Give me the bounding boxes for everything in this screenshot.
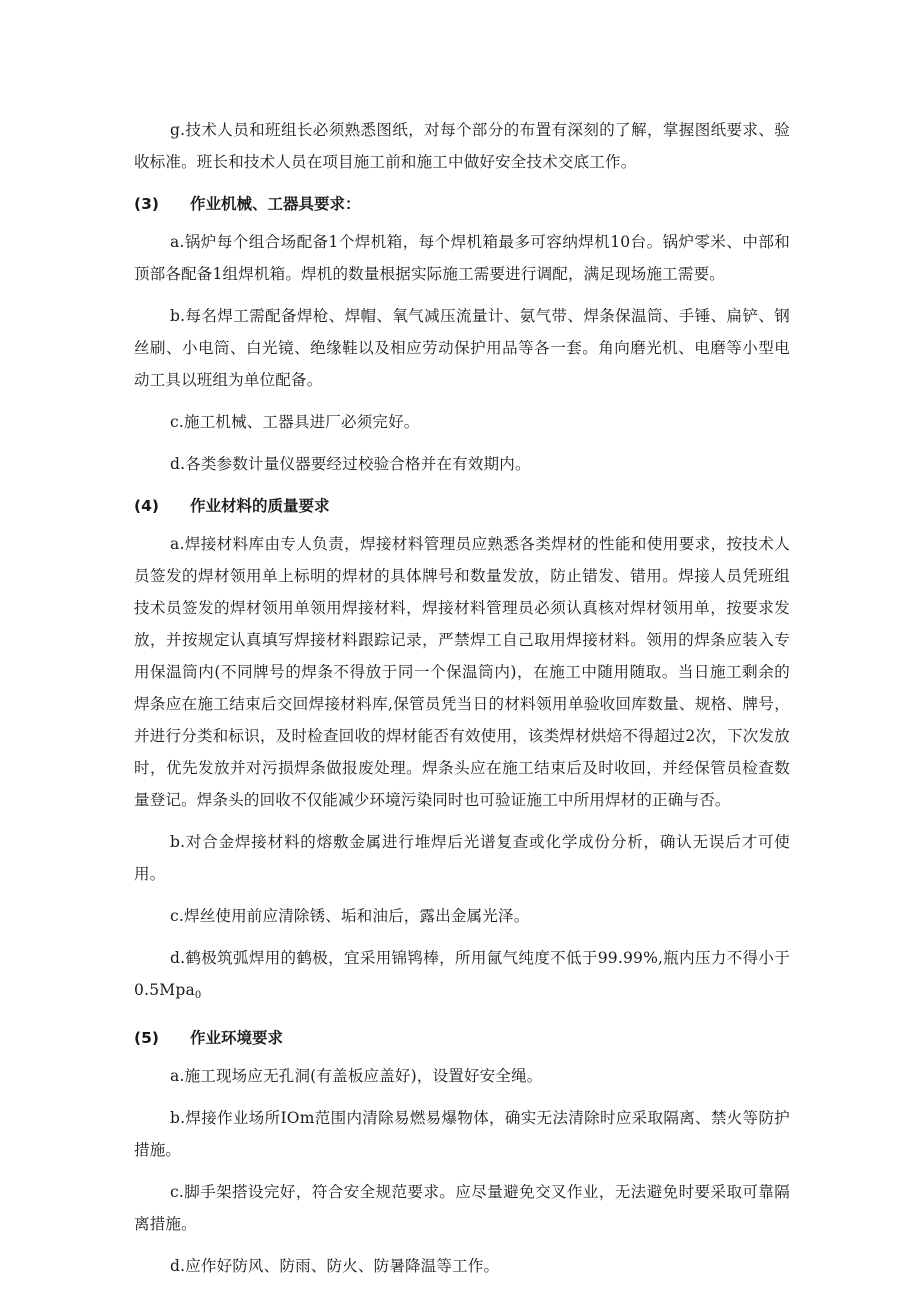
section-title: 作业机械、工器具要求： <box>190 195 361 213</box>
section-title: 作业材料的质量要求 <box>190 497 330 515</box>
section-number: (3) <box>134 195 159 213</box>
paragraph-text: c.焊丝使用前应清除锈、垢和油后，露出金属光泽。 <box>170 907 530 925</box>
paragraph-d-tungsten-argon <box>134 942 790 1012</box>
paragraph-text: b.对合金焊接材料的熔敷金属进行堆焊后光谱复查或化学成份分析，确认无误后才可使用。 <box>134 833 790 883</box>
paragraph-text: d.鹤极筑弧焊用的鹤极，宜采用锦鸨棒，所用氤气纯度不低于99.99%,瓶内压力不得小于0.5Mpa <box>134 949 790 999</box>
paragraph-text: d.各类参数计量仪器要经过校验合格并在有效期内。 <box>170 455 531 473</box>
paragraph-text: a.锅炉每个组合场配备1个焊机箱，每个焊机箱最多可容纳焊机10台。锅炉零米、中部和顶部各配备1组焊机箱。焊机的数量根据实际施工需要进行调配，满足现场施工需要。 <box>134 233 790 283</box>
paragraph-text: d.应作好防风、防雨、防火、防暑降温等工作。 <box>170 1257 500 1275</box>
paragraph-text: b.每名焊工需配备焊枪、焊帽、氧气减压流量计、氨气带、焊条保温筒、手锤、扁铲、钢丝刷、小电筒、白光镜、绝缘鞋以及相应劳动保护用品等各一套。角向磨光机、电磨等小型电动工具以班组为单位配备。 <box>134 307 790 389</box>
paragraph-b-welder-tools <box>134 300 790 396</box>
section-number: (5) <box>134 1029 159 1047</box>
paragraph-c-wire-cleaning <box>134 900 790 932</box>
subscript-text: 0 <box>194 990 202 1001</box>
paragraph-c-scaffolding <box>134 1176 790 1240</box>
paragraph-c-machinery-intact <box>134 406 790 438</box>
paragraph-text: a.焊接材料库由专人负责，焊接材料管理员应熟悉各类焊材的性能和使用要求，按技术人员签发的焊材领用单上标明的焊材的具体牌号和数量发放，防止错发、错用。焊接人员凭班组技术员签发的焊材领用单领用焊接材料，焊接材料管理员必须认真核对焊材领用单，按要求发放，并按规定认真填写焊接材料跟踪记录，严禁焊工自己取用焊接材料。领用的焊条应装入专用保温筒内(不同牌号的焊条不得放于同一个保温筒内)，在施工中随用随取。当日施工剩余的焊条应在施工结束后交回焊接材料库,保管员凭当日的材料领用单验收回库数量、规格、牌号，并进行分类和标识，及时检查回收的焊材能否有效使用，该类焊材烘焙不得超过2次，下次发放时，优先发放并对污损焊条做报废处理。焊条头应在施工结束后及时收回，并经保管员检查数量登记。焊条头的回收不仅能减少环境污染同时也可验证施工中所用焊材的正确与否。 <box>134 535 790 809</box>
paragraph-text: c.脚手架搭设完好，符合安全规范要求。应尽量避免交叉作业，无法避免时要采取可靠隔离措施。 <box>134 1183 790 1233</box>
paragraph-g-technical-staff <box>134 114 790 178</box>
section-heading-4 <box>134 490 790 522</box>
paragraph-a-welder-boxes <box>134 226 790 290</box>
paragraph-b-flammables <box>134 1102 790 1166</box>
paragraph-text: b.焊接作业场所IOm范围内清除易燃易爆物体，确实无法清除时应采取隔离、禁火等防护措施。 <box>134 1109 790 1159</box>
paragraph-d-weather-protection <box>134 1250 790 1282</box>
section-heading-3 <box>134 188 790 220</box>
paragraph-d-instruments-calibrated <box>134 448 790 480</box>
paragraph-text: g.技术人员和班组长必须熟悉图纸，对每个部分的布置有深刻的了解，掌握图纸要求、验收标准。班长和技术人员在项目施工前和施工中做好安全技术交底工作。 <box>134 121 790 171</box>
section-heading-5 <box>134 1022 790 1054</box>
section-number: (4) <box>134 497 159 515</box>
section-title: 作业环境要求 <box>190 1029 284 1047</box>
paragraph-text: c.施工机械、工器具进厂必须完好。 <box>170 413 420 431</box>
paragraph-text: a.施工现场应无孔洞(有盖板应盖好)，设置好安全绳。 <box>170 1067 543 1085</box>
paragraph-a-material-storage <box>134 528 790 816</box>
document-page <box>134 114 790 1292</box>
paragraph-b-alloy-analysis <box>134 826 790 890</box>
paragraph-a-site-holes <box>134 1060 790 1092</box>
